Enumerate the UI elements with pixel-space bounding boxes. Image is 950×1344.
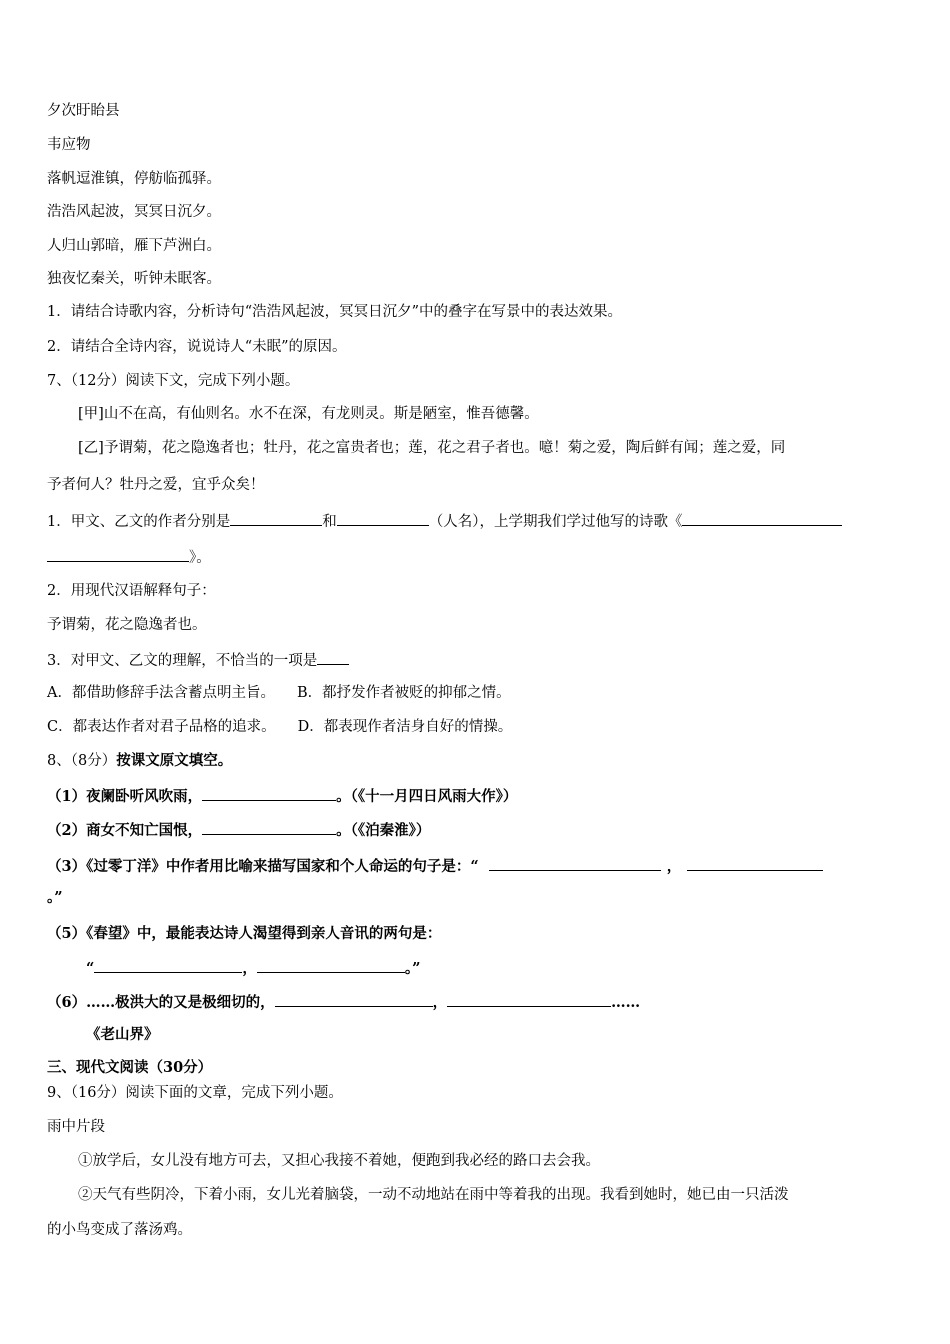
q8-item-6-comma: ， xyxy=(432,994,448,1011)
poem-line: 人归山郭暗，雁下芦洲白。 xyxy=(47,238,221,254)
q8-item-5: （5）《春望》中，最能表达诗人渴望得到亲人音讯的两句是： xyxy=(47,925,442,942)
q8-item-5-blank-1[interactable] xyxy=(94,957,242,973)
q7-sub1-text-d: 》。 xyxy=(189,550,211,566)
q7-sub3-text: 3．对甲文、乙文的理解，不恰当的一项是 xyxy=(47,653,318,669)
option-c[interactable]: C．都表达作者对君子品格的追求。 xyxy=(47,719,276,735)
q7-sub1-text-a: 1．甲文、乙文的作者分别是 xyxy=(47,514,231,530)
q9-paragraph-2-line2: 的小鸟变成了落汤鸡。 xyxy=(47,1222,192,1238)
q8-item-5-answer xyxy=(86,957,910,979)
q8-item-3 xyxy=(47,855,910,877)
author-yi-blank[interactable] xyxy=(337,510,429,526)
q8-item-2 xyxy=(47,819,910,841)
q8-item-2-blank[interactable] xyxy=(202,819,336,835)
option-b[interactable]: B．都抒发作者被贬的抑郁之情。 xyxy=(296,685,511,701)
q8-heading-instruction: 按课文原文填空。 xyxy=(116,752,233,769)
q8-item-5-comma: ， xyxy=(242,960,257,977)
poem-question-2: 2．请结合全诗内容，说说诗人“未眠”的原因。 xyxy=(47,339,347,355)
close-quote: 。” xyxy=(404,960,421,977)
q8-item-5-blank-2[interactable] xyxy=(257,957,405,973)
q8-item-2-text: （2）商女不知亡国恨， xyxy=(47,822,203,839)
q8-item-3-blank-1[interactable] xyxy=(489,855,661,871)
q8-item-3-blank-2[interactable] xyxy=(687,855,823,871)
q8-item-3-comma: ， xyxy=(666,858,682,875)
poem-title: 夕次盱眙县 xyxy=(47,103,120,119)
q7-sub1-cont xyxy=(47,546,910,568)
q9-paragraph-1: ①放学后，女儿没有地方可去，又担心我接不着她，便跑到我必经的路口去会我。 xyxy=(78,1153,600,1169)
q7-options-row-1 xyxy=(47,683,910,703)
q7-sub1 xyxy=(47,510,910,532)
q7-sub1-text-b: 和 xyxy=(322,514,337,530)
q8-heading-score: 8、（8分） xyxy=(47,753,117,769)
q8-item-6-source: 《老山界》 xyxy=(86,1026,159,1043)
q8-item-1-text: （1）夜阑卧听风吹雨， xyxy=(47,788,203,805)
poem-line: 落帆逗淮镇，停舫临孤驿。 xyxy=(47,171,221,187)
q7-options-row-2 xyxy=(47,717,910,737)
q8-item-6 xyxy=(47,991,910,1013)
answer-blank[interactable] xyxy=(317,649,349,665)
q9-paragraph-2-line1: ②天气有些阴冷，下着小雨，女儿光着脑袋，一动不动地站在雨中等着我的出现。我看到她时，她已由一只活泼 xyxy=(78,1187,789,1203)
q7-sub2-sentence: 予谓菊，花之隐逸者也。 xyxy=(47,617,207,633)
open-quote: “ xyxy=(86,960,95,977)
q8-item-1 xyxy=(47,785,910,807)
q8-heading xyxy=(47,751,910,771)
q7-sub3 xyxy=(47,649,910,671)
q7-heading: 7、（12分）阅读下文，完成下列小题。 xyxy=(47,373,300,389)
q9-article-title: 雨中片段 xyxy=(47,1119,105,1135)
q8-item-6-blank-1[interactable] xyxy=(275,991,433,1007)
q9-heading: 9、（16分）阅读下面的文章，完成下列小题。 xyxy=(47,1085,343,1101)
poem-title-blank-cont[interactable] xyxy=(47,546,189,562)
q8-item-1-source: 。（《十一月四日风雨大作》） xyxy=(336,788,518,805)
q8-item-3-text: （3）《过零丁洋》中作者用比喻来描写国家和个人命运的句子是：“ xyxy=(47,858,479,875)
q7-passage-yi-line1: [乙]予谓菊，花之隐逸者也；牡丹，花之富贵者也；莲，花之君子者也。噫！菊之爱，陶后鲜有闻；莲之爱，同 xyxy=(78,440,786,456)
poem-line: 独夜忆秦关，听钟未眠客。 xyxy=(47,271,221,287)
q8-item-6-blank-2[interactable] xyxy=(447,991,611,1007)
option-d[interactable]: D．都表现作者洁身自好的情操。 xyxy=(297,719,513,735)
poem-title-blank[interactable] xyxy=(682,510,842,526)
poem-line: 浩浩风起波，冥冥日沉夕。 xyxy=(47,204,221,220)
q8-item-6-ellipsis: …… xyxy=(611,994,641,1011)
poem-author: 韦应物 xyxy=(47,137,91,153)
q7-sub2: 2．用现代汉语解释句子： xyxy=(47,583,216,599)
q8-item-2-source: 。（《泊秦淮》） xyxy=(336,822,431,839)
q8-item-6-text: （6）……极洪大的又是极细切的， xyxy=(47,994,275,1011)
poem-question-1: 1．请结合诗歌内容，分析诗句“浩浩风起波，冥冥日沉夕”中的叠字在写景中的表达效果。 xyxy=(47,304,623,320)
q8-item-3-end: 。” xyxy=(47,889,63,906)
q7-passage-yi-line2: 予者何人？牡丹之爱，宜乎众矣！ xyxy=(47,477,265,493)
q8-item-1-blank[interactable] xyxy=(202,785,336,801)
author-jia-blank[interactable] xyxy=(230,510,322,526)
option-a[interactable]: A．都借助修辞手法含蓄点明主旨。 xyxy=(47,685,275,701)
q7-passage-jia: [甲]山不在高，有仙则名。水不在深，有龙则灵。斯是陋室，惟吾德馨。 xyxy=(78,406,539,422)
q7-sub1-text-c: （人名），上学期我们学过他写的诗歌《 xyxy=(428,514,683,530)
section-heading: 三、现代文阅读（30分） xyxy=(47,1059,213,1076)
